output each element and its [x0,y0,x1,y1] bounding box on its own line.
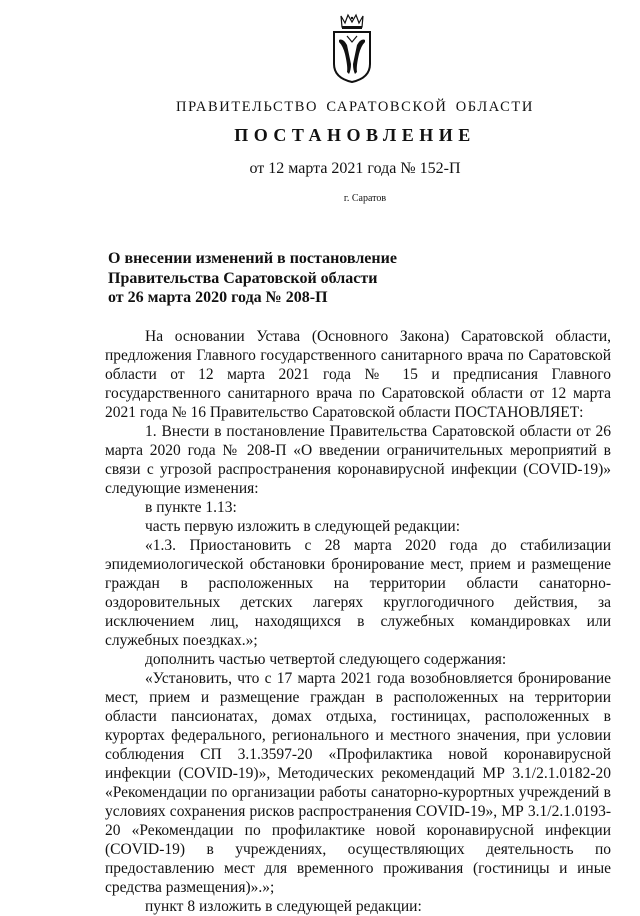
body-paragraph: дополнить частью четвертой следующего содержания: [145,651,507,668]
document-type-title: ПОСТАНОВЛЕНИЕ [234,125,476,145]
coat-of-arms-icon [327,12,377,84]
body-paragraph: «Установить, что с 17 марта 2021 года возобновляется бронирование мест, прием и размещение граждан в расположенных на территории области пансионатах, домах отдыха, гостиницах, расположенных в курортах федерального, регионального и местного значения, при условии соблюдения СП 3.1.3597-20 «Профилактика новой коронавирусной инфекции (COVID-19)», Методических рекомендаций МР 3.1/2.1.0182-20 «Рекомендации по организации работы санаторно-курортных учреждений в условиях сохранения рисков распространения COVID-19», МР 3.1/2.1.0193-20 «Рекомендации по профилактике новой коронавирусной инфекции (COVID-19) в учреждениях, осуществляющих деятельность по предоставлению мест для временного проживания (гостиницы и иные средства размещения)».»; [105,670,611,896]
body-paragraph: часть первую изложить в следующей редакции: [145,518,461,535]
document-body [105,327,611,916]
body-paragraph: в пункте 1.13: [145,499,237,516]
document-date-number: от 12 марта 2021 года № 152-П [249,160,461,177]
subject-line: от 26 марта 2020 года № 208-П [108,289,328,306]
document-city: г. Саратов [343,193,387,204]
body-paragraph: На основании Устава (Основного Закона) Саратовской области, предложения Главного государственного санитарного врача по Саратовской области от 12 марта 2021 года № 15 и предписания Главного государственного санитарного врача по Саратовской области от 12 марта 2021 года № 16 Правительство Саратовской области ПОСТАНОВЛЯЕТ: [105,328,611,421]
subject-line: Правительства Саратовской области [108,269,378,287]
body-paragraph: 1. Внести в постановление Правительства Саратовской области от 26 марта 2020 года № 208-П «О введении ограничительных мероприятий в связи с угрозой распространения коронавирусной инфекции (COVID-19)» следующие изменения: [105,423,611,497]
body-paragraph: «1.3. Приостановить с 28 марта 2020 года до стабилизации эпидемиологической обстановки бронирование мест, прием и размещение граждан в расположенных на территории области санаторно-оздоровительных детских лагерях круглогодичного действия, за исключением лиц, находящихся в служебных командировках или служебных поездках.»; [105,537,611,649]
document-subject [108,249,528,308]
government-name: ПРАВИТЕЛЬСТВО САРАТОВСКОЙ ОБЛАСТИ [176,99,534,115]
body-paragraph: пункт 8 изложить в следующей редакции: [145,898,422,915]
subject-line: О внесении изменений в постановление [108,250,397,267]
